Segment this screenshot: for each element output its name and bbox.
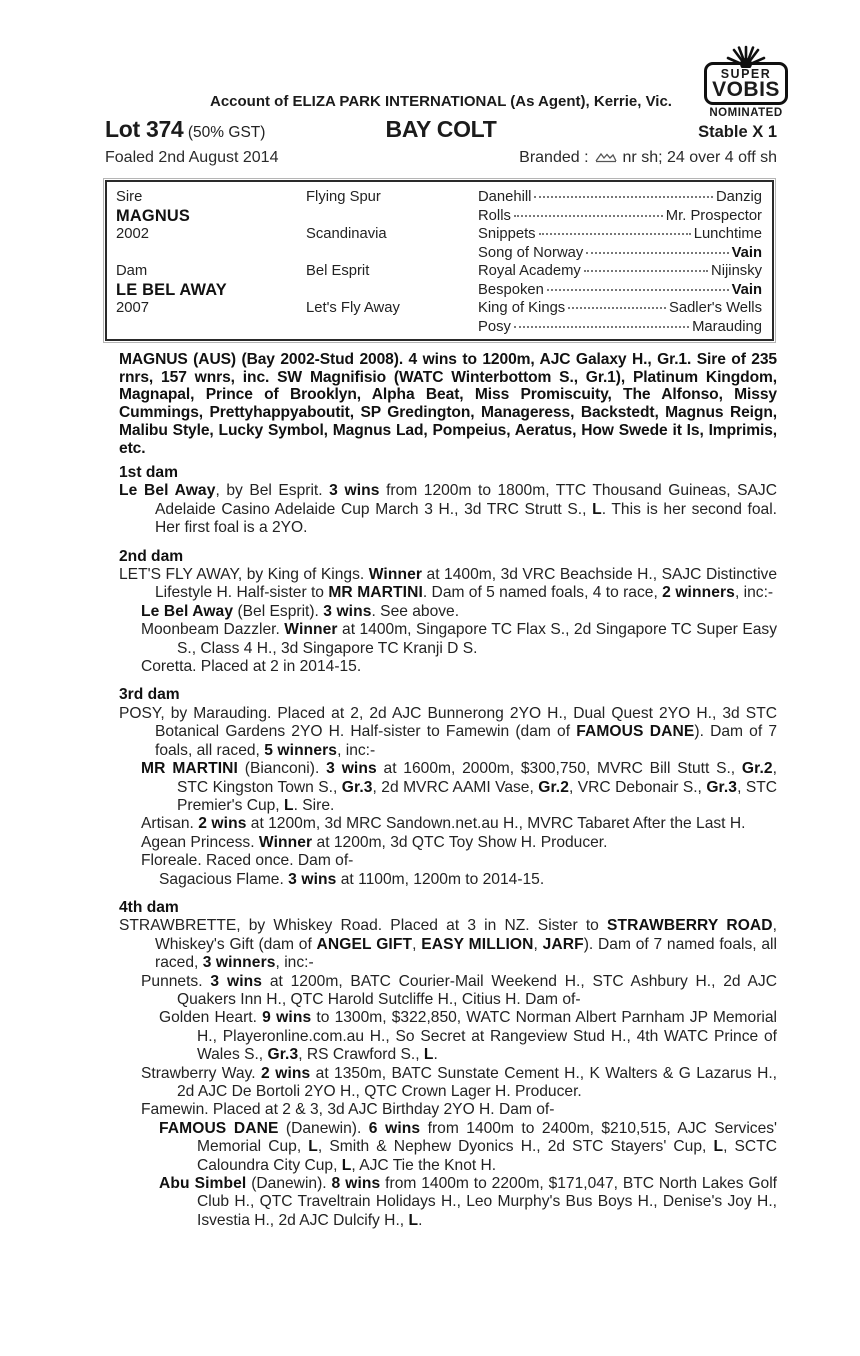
lot-gst-note [188, 124, 266, 141]
sire-summary: MAGNUS (AUS) (Bay 2002-Stud 2008). 4 wins to 1200m, AJC Galaxy H., Gr.1. Sire of 235 rnrs, 157 wnrs, inc. SW Magnifisio (WATC Winterbottom S., Gr.1), Platinum Kingdom, Magnapal, Prince of Brooklyn, Alpha Beat, Miss Promiscuity, The Alfonso, Missy Cummings, Prettyhappyaboutit, SP Gredington, Manageress, Backstedt, Magnus Reign, Malibu Style, Lucky Symbol, Magnus Lad, Pompeius, Aeratus, How Swede it Is, Imprimis, etc. [119, 351, 777, 457]
pedigree-text-entry [119, 1175, 777, 1230]
ancestor-sire-name: Nijinsky [711, 263, 762, 279]
lot-gst-text: (50% GST) [187, 124, 266, 141]
plain-text: , SCTC Caloundra City Cup, [197, 1138, 777, 1174]
badge-super-label: SUPER [720, 67, 772, 81]
branded-text: nr sh; 24 over 4 off sh [622, 149, 777, 166]
pedigree-ancestor-column [478, 188, 762, 262]
pedigree-ancestor-row [478, 299, 762, 318]
emphasis-text: 2 winners [662, 584, 735, 602]
pedigree-text-entry [119, 1120, 777, 1175]
pedigree-entry-column [116, 262, 306, 336]
pedigree-ancestor-row [478, 225, 762, 244]
pedigree-parent-column [306, 262, 478, 336]
emphasis-text: 6 wins [368, 1119, 421, 1137]
badge-frame [704, 62, 788, 105]
plain-text: . [418, 1211, 423, 1229]
ancestor-sire-name: Lunchtime [693, 226, 762, 242]
section-heading: 2nd dam [119, 547, 184, 565]
plain-text: at 1400m, Singapore TC Flax S., 2d Singapore TC Super Easy S., Class 4 H., 3d Singapore TC Kranji D S. [177, 621, 777, 657]
dam-section [119, 686, 777, 888]
dot-leader [547, 289, 729, 291]
pedigree-parent-column [306, 188, 478, 262]
plain-text: , 2d MVRC AAMI Vase, [372, 778, 539, 796]
emphasis-text: Gr.3 [706, 778, 738, 796]
pedigree-parent-name: Scandinavia [306, 226, 387, 242]
plain-text: ). Dam of 7 foals, all raced, [155, 723, 777, 759]
emphasis-text: Gr.3 [267, 1046, 299, 1064]
pedigree-text-entry [119, 1065, 777, 1102]
emphasis-text: L [423, 1046, 434, 1064]
ancestor-sire-name: Mr. Prospector [665, 207, 762, 224]
pedigree-text-entry [119, 973, 777, 1010]
emphasis-text: ANGEL GIFT [316, 935, 413, 953]
plain-text: , STC Kingston Town S., [177, 760, 777, 796]
pedigree-foal-year: 2007 [116, 300, 149, 316]
emphasis-text: STRAWBERRY ROAD [607, 917, 773, 935]
plain-text: from 1400m to 2200m, $171,047, BTC North Lakes Golf Club H., QTC Traveltrain Holidays H., Leo Murphy's Bus Boys H., Denise's Joy H., Isvestia H., 2d AJC Dulcify H., [197, 1175, 777, 1229]
plain-text: , [533, 935, 543, 953]
emphasis-text: MR MARTINI [141, 760, 238, 778]
plain-text: at 1200m, BATC Courier-Mail Weekend H., STC Ashbury H., 2d AJC Quakers Inn H., QTC Harold Sutcliffe H., Citius H. Dam of- [177, 972, 777, 1008]
emphasis-text: L [308, 1138, 318, 1156]
plain-text: , AJC Tie the Knot H. [351, 1156, 497, 1174]
pedigree-ancestor-column [478, 262, 762, 336]
dam-section [119, 548, 777, 677]
emphasis-text: EASY MILLION [421, 935, 534, 953]
plain-text: Coretta. Placed at 2 in 2014-15. [141, 658, 362, 676]
plain-text: . [433, 1046, 438, 1064]
badge-vobis-label: VOBIS [712, 78, 780, 101]
plain-text: at 1600m, 2000m, $300,750, MVRC Bill Stutt S., [376, 760, 742, 778]
pedigree-role-label: Sire [116, 189, 143, 205]
plain-text: POSY, by Marauding. Placed at 2, 2d AJC Bunnerong 2YO H., Dual Quest 2YO H., 3d STC Botanical Gardens 2YO H. Half-sister to Famewin (dam of [119, 704, 777, 741]
branded-label: Branded : [519, 149, 589, 166]
ancestor-dam-name: King of Kings [478, 300, 566, 316]
emphasis-text: FAMOUS DANE [576, 723, 695, 741]
plain-text: at 1100m, 1200m to 2014-15. [336, 870, 545, 888]
ancestor-sire-name: Sadler's Wells [668, 300, 762, 316]
ancestor-sire-name: Vain [731, 244, 762, 261]
emphasis-text: FAMOUS DANE [159, 1119, 279, 1137]
plain-text: (Danewin). [278, 1119, 369, 1137]
emphasis-text: 2 wins [260, 1064, 311, 1082]
pedigree-text-entry [119, 871, 777, 889]
ancestor-dam-name: Royal Academy [478, 263, 581, 279]
ancestor-sire-name: Danzig [715, 189, 762, 205]
pedigree-foal-year: 2002 [116, 226, 149, 242]
pedigree-ancestor-row [478, 188, 762, 207]
emphasis-text: L [592, 500, 602, 518]
dot-leader [514, 215, 663, 217]
plain-text: . This is her second foal. Her first foal is a 2YO. [155, 500, 777, 537]
pedigree-parent-name: Let's Fly Away [306, 300, 400, 316]
emphasis-text: Gr.2 [538, 778, 569, 796]
plain-text: . Sire. [293, 796, 335, 814]
section-heading: 4th dam [119, 898, 179, 916]
plain-text: (Bel Esprit). [233, 602, 324, 620]
plain-text: from 1200m to 1800m, TTC Thousand Guineas, SAJC Adelaide Casino Adelaide Cup March 3 H., 3d TRC Strutt S., [155, 482, 777, 518]
pedigree-ancestor-row [478, 262, 762, 281]
emphasis-text: L [408, 1211, 419, 1229]
emphasis-text: JARF [542, 935, 584, 953]
pedigree-text-entry [119, 603, 777, 621]
emphasis-text: 3 wins [210, 972, 263, 990]
dot-leader [539, 233, 691, 235]
plain-text: from 1400m to 2400m, $210,515, AJC Services' Memorial Cup, [197, 1119, 778, 1156]
emphasis-text: 3 winners [202, 954, 276, 972]
lot-left [105, 116, 335, 143]
pedigree-text-entry [119, 834, 777, 852]
plain-text: . See above. [371, 602, 460, 620]
pedigree-group [116, 262, 762, 336]
dam-section [119, 464, 777, 538]
plain-text: (Danewin). [246, 1175, 332, 1193]
emphasis-text: Abu Simbel [159, 1175, 247, 1193]
pedigree-entry-column [116, 188, 306, 262]
plain-text: LET'S FLY AWAY, by King of Kings. [119, 566, 369, 584]
plain-text: , RS Crawford S., [298, 1046, 424, 1064]
dot-leader [584, 270, 708, 272]
ancestor-dam-name: Snippets [478, 226, 536, 242]
pedigree-text-entry [119, 705, 777, 760]
dot-leader [514, 326, 689, 328]
plain-text: , Smith & Nephew Dyonics H., 2d STC Stayers' Cup, [317, 1138, 714, 1156]
vendor-account-line: Account of ELIZA PARK INTERNATIONAL (As Agent), Kerrie, Vic. [210, 93, 672, 110]
pedigree-text-entry [119, 566, 777, 603]
lot-header-row [105, 116, 777, 143]
plain-text: , by Bel Esprit. [215, 482, 330, 500]
plain-text: Moonbeam Dazzler. [141, 621, 285, 639]
pedigree-horse-name: MAGNUS [116, 206, 191, 225]
branded-info [519, 149, 777, 167]
emphasis-text: Winner [258, 833, 313, 851]
pedigree-text-entry [119, 621, 777, 658]
plain-text: , STC Premier's Cup, [177, 778, 778, 814]
ancestor-sire-name: Vain [731, 281, 762, 298]
pedigree-group [116, 188, 762, 262]
plain-text: . Dam of 5 named foals, 4 to race, [422, 584, 663, 602]
emphasis-text: Gr.2 [741, 760, 773, 778]
stable-number: Stable X 1 [698, 123, 777, 141]
ancestor-dam-name: Posy [478, 318, 511, 335]
plain-text: Artisan. [141, 815, 199, 833]
plain-text: , [412, 935, 422, 953]
plain-text: Agean Princess. [141, 833, 259, 851]
pedigree-ancestor-row [478, 207, 762, 226]
plain-text: Punnets. [141, 972, 211, 990]
pedigree-text-entry [119, 852, 777, 870]
ancestor-dam-name: Rolls [478, 207, 511, 224]
emphasis-text: Le Bel Away [141, 602, 234, 620]
lot-number: Lot 374 [105, 116, 184, 142]
pedigree-text-entry [119, 815, 777, 833]
pedigree-role-label: Dam [116, 263, 148, 279]
dot-leader [586, 252, 728, 254]
emphasis-text: 3 wins [323, 602, 372, 620]
plain-text: at 1350m, BATC Sunstate Cement H., K Walters & G Lazarus H., 2d AJC De Bortoli 2YO H., QTC Crown Lager H. Producer. [177, 1064, 778, 1100]
pedigree-parent-name: Bel Esprit [306, 263, 370, 279]
pedigree-ancestor-row [478, 281, 762, 300]
plain-text: STRAWBRETTE, by Whiskey Road. Placed at 3 in NZ. Sister to [119, 917, 608, 935]
dam-sections [119, 464, 777, 1240]
ancestor-dam-name: Danehill [478, 189, 532, 205]
pedigree-text-entry [119, 482, 777, 537]
badge-nominated-label: NOMINATED [709, 107, 783, 119]
plain-text: Sagacious Flame. [159, 870, 289, 888]
emphasis-text: L [341, 1156, 352, 1174]
emphasis-text: 9 wins [262, 1009, 312, 1027]
pedigree-text-entry [119, 760, 777, 815]
dam-section [119, 899, 777, 1230]
ancestor-sire-name: Marauding [692, 318, 762, 335]
pedigree-ancestor-row [478, 244, 762, 263]
foaled-branded-row [105, 149, 777, 167]
pedigree-horse-name: LE BEL AWAY [116, 280, 227, 299]
plain-text: , VRC Debonair S., [569, 778, 707, 796]
plain-text: at 1400m, 3d VRC Beachside H., SAJC Distinctive Lifestyle H. Half-sister to [155, 566, 777, 602]
foaled-date: Foaled 2nd August 2014 [105, 149, 279, 166]
ancestor-dam-name: Bespoken [478, 281, 544, 298]
plain-text: Golden Heart. [159, 1009, 263, 1027]
plain-text: to 1300m, $322,850, WATC Norman Albert Parnham JP Memorial H., Playeronline.com.au H., So Secret at Rangeview Stud H., 4th WATC Prince of Wales S., [197, 1009, 777, 1064]
plain-text: , inc:- [275, 954, 314, 972]
emphasis-text: 3 wins [329, 482, 380, 500]
brand-mark-icon [594, 152, 618, 163]
pedigree-text-entry [119, 658, 777, 676]
pedigree-ancestor-row [478, 318, 762, 337]
pedigree-text-entry [119, 1101, 777, 1119]
emphasis-text: L [713, 1138, 724, 1156]
emphasis-text: 3 wins [288, 870, 337, 888]
emphasis-text: Gr.3 [341, 778, 373, 796]
plain-text: at 1200m, 3d MRC Sandown.net.au H., MVRC Tabaret After the Last H. [246, 815, 746, 833]
section-heading: 1st dam [119, 464, 178, 481]
plain-text: (Bianconi). [237, 760, 327, 778]
emphasis-text: MR MARTINI [328, 584, 423, 602]
section-heading: 3rd dam [119, 686, 180, 704]
sunburst-icon [725, 44, 767, 68]
pedigree-text-entry [119, 917, 777, 972]
emphasis-text: Le Bel Away [119, 482, 216, 500]
dot-leader [568, 307, 666, 309]
pedigree-parent-name: Flying Spur [306, 189, 381, 205]
emphasis-text: L [283, 796, 294, 814]
plain-text: ). Dam of 7 named foals, all raced, [155, 935, 777, 972]
plain-text: Floreale. Raced once. Dam of- [141, 852, 354, 870]
dot-leader [534, 196, 712, 198]
pedigree-text-entry [119, 1009, 777, 1064]
emphasis-text: 2 wins [198, 815, 247, 833]
plain-text: Famewin. Placed at 2 & 3, 3d AJC Birthday 2YO H. Dam of- [141, 1101, 555, 1119]
emphasis-text: Winner [284, 621, 338, 639]
plain-text: Strawberry Way. [141, 1064, 261, 1082]
plain-text: , Whiskey's Gift (dam of [155, 917, 777, 953]
plain-text: at 1200m, 3d QTC Toy Show H. Producer. [312, 833, 608, 851]
ancestor-dam-name: Song of Norway [478, 244, 584, 261]
plain-text: , inc:- [337, 741, 376, 759]
emphasis-text: 8 wins [331, 1175, 381, 1193]
pedigree-table [105, 180, 774, 341]
emphasis-text: 3 wins [326, 760, 377, 778]
plain-text: , inc:- [734, 584, 774, 602]
lot-title: BAY COLT [385, 116, 497, 142]
emphasis-text: 5 winners [264, 741, 338, 759]
emphasis-text: Winner [368, 566, 423, 584]
